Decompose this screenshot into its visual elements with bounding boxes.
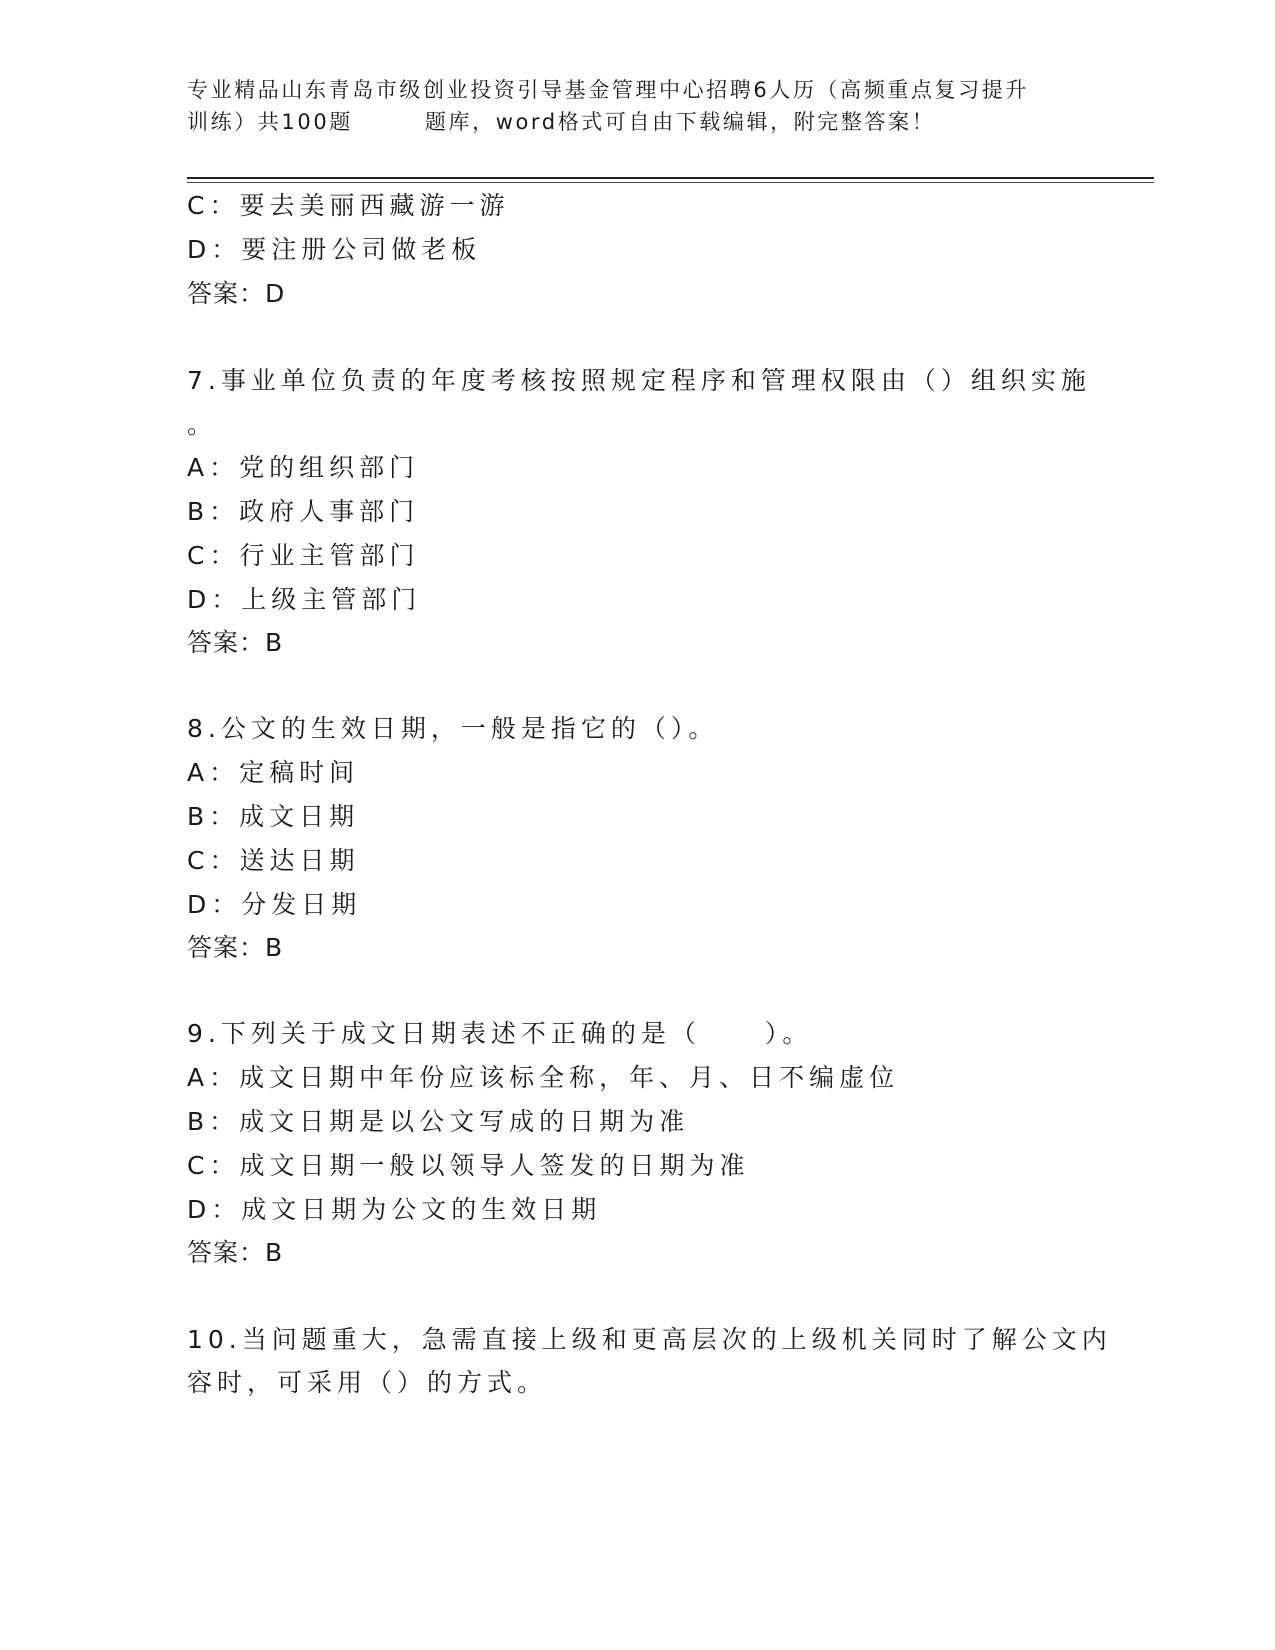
q6-option-d: D：要注册公司做老板 [187,235,482,264]
header-line-1: 专业精品山东青岛市级创业投资引导基金管理中心招聘6人历（高频重点复习提升 [187,78,1029,102]
header-line-2-part-b: 题库，word格式可自由下载编辑，附完整答案！ [424,110,936,134]
q8-option-c: C：送达日期 [187,846,360,875]
document-header [187,74,1087,138]
header-divider [187,177,1154,179]
q6-answer: 答案：D [187,279,286,308]
q7-option-d: D：上级主管部门 [187,585,422,614]
q7-option-a: A：党的组织部门 [187,453,420,482]
q8-answer: 答案：B [187,933,284,962]
q7-stem-line-2: 。 [187,410,218,439]
q7-option-b: B：政府人事部门 [187,497,420,526]
q10-stem-line-2: 容时，可采用（）的方式。 [187,1368,548,1397]
q8-option-d: D：分发日期 [187,890,362,919]
header-line-2 [187,106,1087,138]
q7-answer: 答案：B [187,628,284,657]
q10-stem-line-1: 10.当问题重大，急需直接上级和更高层次的上级机关同时了解公文内 [187,1325,1112,1354]
q9-stem [187,1018,812,1050]
q9-stem-part-a: 9.下列关于成文日期表述不正确的是（ [187,1019,701,1048]
header-divider-thin [187,182,1154,183]
q9-option-c: C：成文日期一般以领导人签发的日期为准 [187,1151,750,1180]
q6-option-c: C：要去美丽西藏游一游 [187,191,510,220]
q9-option-d: D：成文日期为公文的生效日期 [187,1195,602,1224]
q9-option-b: B：成文日期是以公文写成的日期为准 [187,1107,690,1136]
q8-option-b: B：成文日期 [187,802,360,831]
q9-option-a: A：成文日期中年份应该标全称，年、月、日不编虚位 [187,1063,900,1092]
q9-answer: 答案：B [187,1238,284,1267]
header-line-2-part-a: 训练）共100题 [187,110,353,134]
q8-option-a: A：定稿时间 [187,758,360,787]
q7-option-c: C：行业主管部门 [187,541,420,570]
q8-stem: 8.公文的生效日期，一般是指它的（）。 [187,714,719,743]
q7-stem-line-1: 7.事业单位负责的年度考核按照规定程序和管理权限由（）组织实施 [187,366,1091,395]
q9-stem-part-b: ）。 [764,1019,813,1048]
